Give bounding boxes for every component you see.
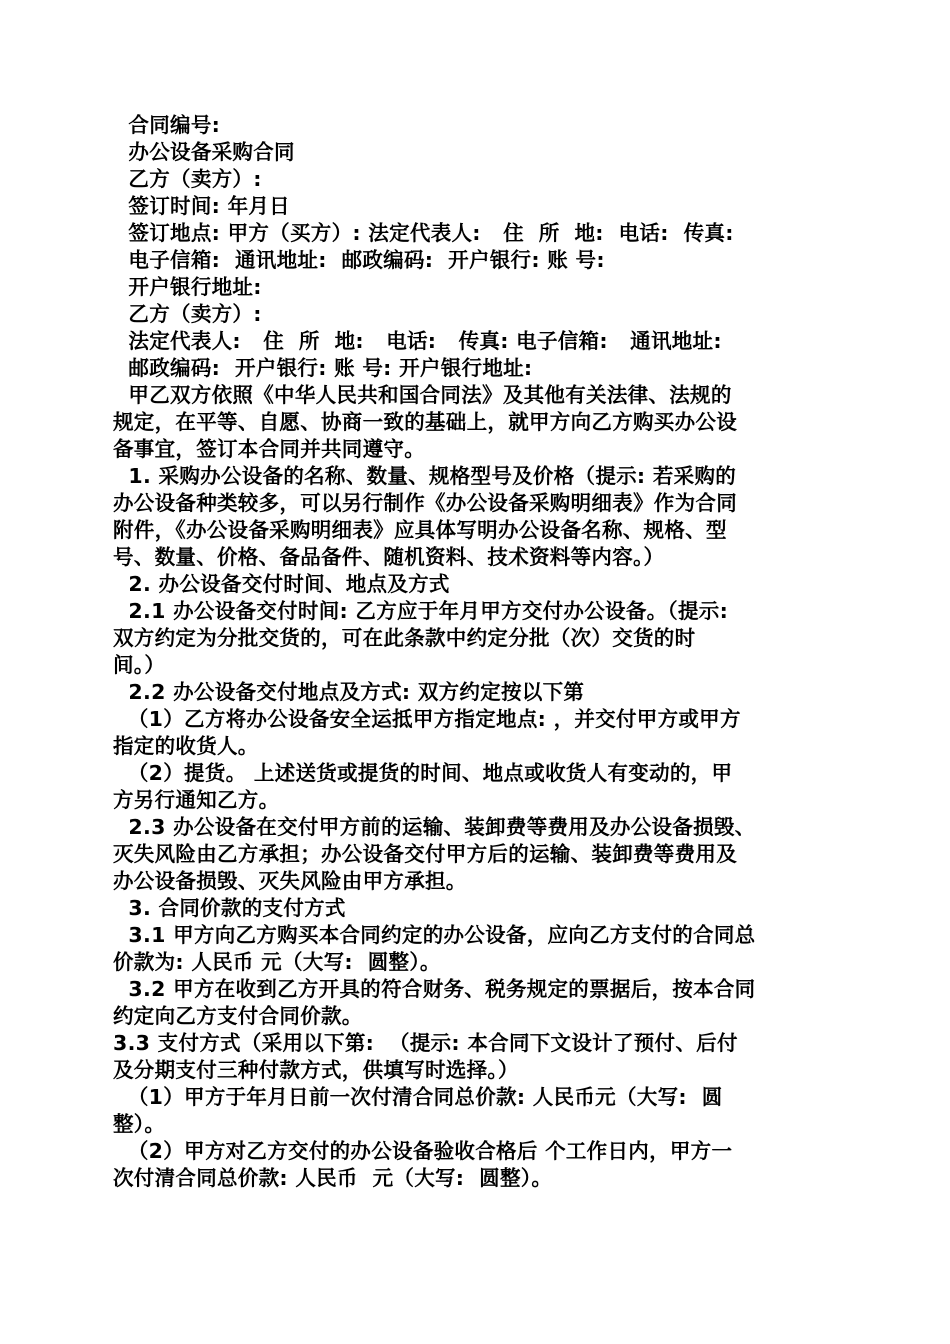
clause-2-2-option-1: 指定的收货人。 xyxy=(113,734,259,758)
clause-1-line: 1. 采购办公设备的名称、数量、规格型号及价格（提示: 若采购的 xyxy=(121,464,737,488)
contract-title: 办公设备采购合同 xyxy=(121,140,295,164)
clause-2-1-line: 2.1 办公设备交付时间: 乙方应于年月甲方交付办公设备。（提示: xyxy=(121,599,729,623)
clause-1-line: 附件，《办公设备采购明细表》应具体写明办公设备名称、规格、型 xyxy=(113,518,727,542)
contract-number-line: 合同编号: xyxy=(121,113,221,137)
clause-2-2-option-2: （2）提货。 上述送货或提货的时间、地点或收货人有变动的，甲 xyxy=(113,761,733,785)
preamble-line: 甲乙双方依照《中华人民共和国合同法》及其他有关法律、法规的 xyxy=(121,383,732,407)
clause-3-1-line: 价款为: 人民币 元（大写: 圆整）。 xyxy=(113,950,441,974)
clause-2-3-line: 灭失风险由乙方承担；办公设备交付甲方后的运输、装卸费等费用及 xyxy=(113,842,737,866)
clause-2-1-line: 间。） xyxy=(113,653,166,677)
clause-3-2-line: 约定向乙方支付合同价款。 xyxy=(113,1004,363,1028)
clause-3-3-line: 及分期支付三种付款方式，供填写时选择。） xyxy=(113,1058,519,1082)
clause-2-2-option-1: （1）乙方将办公设备安全运抵甲方指定地点: ，并交付甲方或甲方 xyxy=(113,707,741,731)
sign-date-line: 签订时间: 年月日 xyxy=(121,194,290,218)
clause-3-2-line: 3.2 甲方在收到乙方开具的符合财务、税务规定的票据后，按本合同 xyxy=(121,977,756,1001)
clause-1-line: 号、数量、价格、备品备件、随机资料、技术资料等内容。） xyxy=(113,545,665,569)
preamble-line: 备事宜，签订本合同并共同遵守。 xyxy=(113,437,425,461)
clause-3-3-option-1: （1）甲方于年月日前一次付清合同总价款: 人民币元（大写: 圆 xyxy=(113,1085,723,1109)
clause-2-1-line: 双方约定为分批交货的，可在此条款中约定分批（次）交货的时 xyxy=(113,626,696,650)
seller-line: 乙方（卖方）: xyxy=(121,167,262,191)
buyer-contact-line: 电子信箱: 通讯地址: 邮政编码: 开户银行: 账 号: xyxy=(121,248,605,272)
seller-bank-line: 邮政编码: 开户银行: 账 号: 开户银行地址: xyxy=(121,356,533,380)
buyer-bank-address-line: 开户银行地址: xyxy=(121,275,262,299)
clause-3-3-line: 3.3 支付方式（采用以下第: （提示: 本合同下文设计了预付、后付 xyxy=(113,1031,738,1055)
clause-3-3-option-2: 次付清合同总价款: 人民币 元（大写: 圆整）。 xyxy=(113,1166,553,1190)
clause-3-3-option-2: （2）甲方对乙方交付的办公设备验收合格后 个工作日内，甲方一 xyxy=(113,1139,733,1163)
clause-1-line: 办公设备种类较多，可以另行制作《办公设备采购明细表》作为合同 xyxy=(113,491,737,515)
preamble-line: 规定，在平等、自愿、协商一致的基础上，就甲方向乙方购买办公设 xyxy=(113,410,737,434)
contract-document xyxy=(113,112,835,1192)
clause-2-3-line: 办公设备损毁、灭失风险由甲方承担。 xyxy=(113,869,467,893)
clause-2-2-option-2: 方另行通知乙方。 xyxy=(113,788,280,812)
sign-place-line: 签订地点: 甲方（买方）: 法定代表人: 住 所 地: 电话: 传真: xyxy=(121,221,734,245)
clause-3-1-line: 3.1 甲方向乙方购买本合同约定的办公设备，应向乙方支付的合同总 xyxy=(121,923,756,947)
clause-2-heading: 2. 办公设备交付时间、地点及方式 xyxy=(121,572,450,596)
clause-3-heading: 3. 合同价款的支付方式 xyxy=(121,896,346,920)
seller-contact-line: 法定代表人: 住 所 地: 电话: 传真: 电子信箱: 通讯地址: xyxy=(121,329,722,353)
clause-2-2-line: 2.2 办公设备交付地点及方式: 双方约定按以下第 xyxy=(121,680,585,704)
clause-3-3-option-1: 整）。 xyxy=(113,1112,166,1136)
seller-line-2: 乙方（卖方）: xyxy=(121,302,262,326)
clause-2-3-line: 2.3 办公设备在交付甲方前的运输、装卸费等费用及办公设备损毁、 xyxy=(121,815,756,839)
